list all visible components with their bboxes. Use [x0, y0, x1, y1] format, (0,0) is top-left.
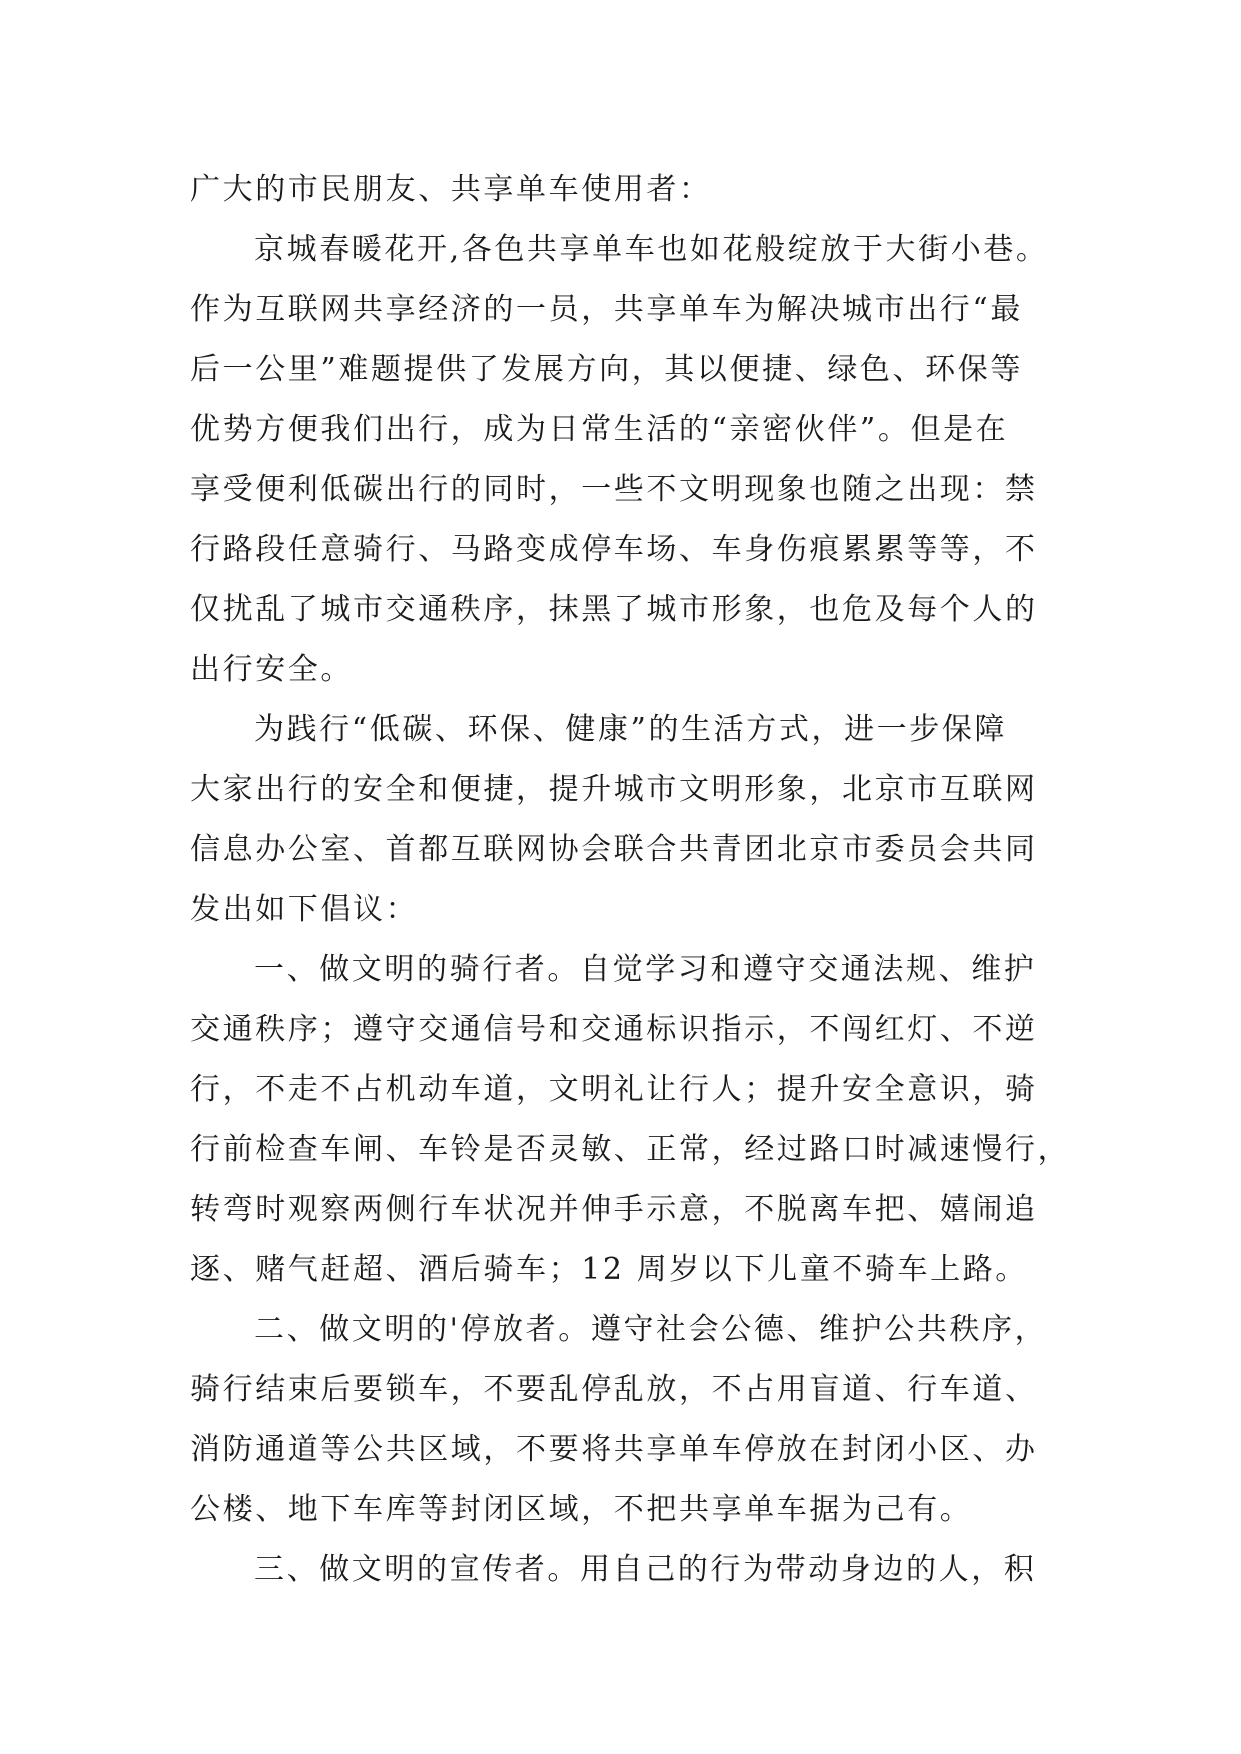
document-body	[190, 160, 1090, 1600]
text-line: 逐、赌气赶超、酒后骑车；12 周岁以下儿童不骑车上路。	[190, 1252, 1028, 1287]
text-line: 后一公里”难题提供了发展方向，其以便捷、绿色、环保等	[190, 352, 1023, 387]
text-line: 行，不走不占机动车道，文明礼让行人；提升安全意识，骑	[190, 1072, 1038, 1107]
text-line: 发出如下倡议：	[190, 892, 419, 927]
text-line: 广大的市民朋友、共享单车使用者：	[190, 172, 712, 207]
text-line: 仅扰乱了城市交通秩序，抹黑了城市形象，也危及每个人的	[190, 592, 1038, 627]
text-line: 优势方便我们出行，成为日常生活的“亲密伙伴”。但是在	[190, 412, 1009, 447]
text-line: 信息办公室、首都互联网协会联合共青团北京市委员会共同	[190, 832, 1038, 867]
text-line: 骑行结束后要锁车，不要乱停乱放，不占用盲道、行车道、	[190, 1372, 1038, 1407]
text-line: 三、做文明的宣传者。用自己的行为带动身边的人，积	[254, 1552, 1037, 1587]
text-line: 京城春暖花开,各色共享单车也如花般绽放于大街小巷。	[254, 232, 1049, 267]
text-line: 消防通道等公共区域，不要将共享单车停放在封闭小区、办	[190, 1432, 1038, 1467]
text-line: 大家出行的安全和便捷，提升城市文明形象，北京市互联网	[190, 772, 1038, 807]
text-line: 公楼、地下车库等封闭区域，不把共享单车据为己有。	[190, 1492, 973, 1527]
text-line: 出行安全。	[190, 652, 353, 687]
text-line: 行路段任意骑行、马路变成停车场、车身伤痕累累等等，不	[190, 532, 1038, 567]
text-line: 行前检查车闸、车铃是否灵敏、正常，经过路口时减速慢行，	[190, 1132, 1071, 1167]
text-line: 享受便利低碳出行的同时，一些不文明现象也随之出现：禁	[190, 472, 1038, 507]
text-line: 作为互联网共享经济的一员，共享单车为解决城市出行“最	[190, 292, 1023, 327]
text-line: 转弯时观察两侧行车状况并伸手示意，不脱离车把、嬉闹追	[190, 1192, 1038, 1227]
text-line: 一、做文明的骑行者。自觉学习和遵守交通法规、维护	[254, 952, 1037, 987]
text-line: 为践行“低碳、环保、健康”的生活方式，进一步保障	[254, 712, 1008, 747]
text-line: 二、做文明的'停放者。遵守社会公德、维护公共秩序，	[254, 1312, 1048, 1347]
text-line: 交通秩序；遵守交通信号和交通标识指示，不闯红灯、不逆	[190, 1012, 1038, 1047]
